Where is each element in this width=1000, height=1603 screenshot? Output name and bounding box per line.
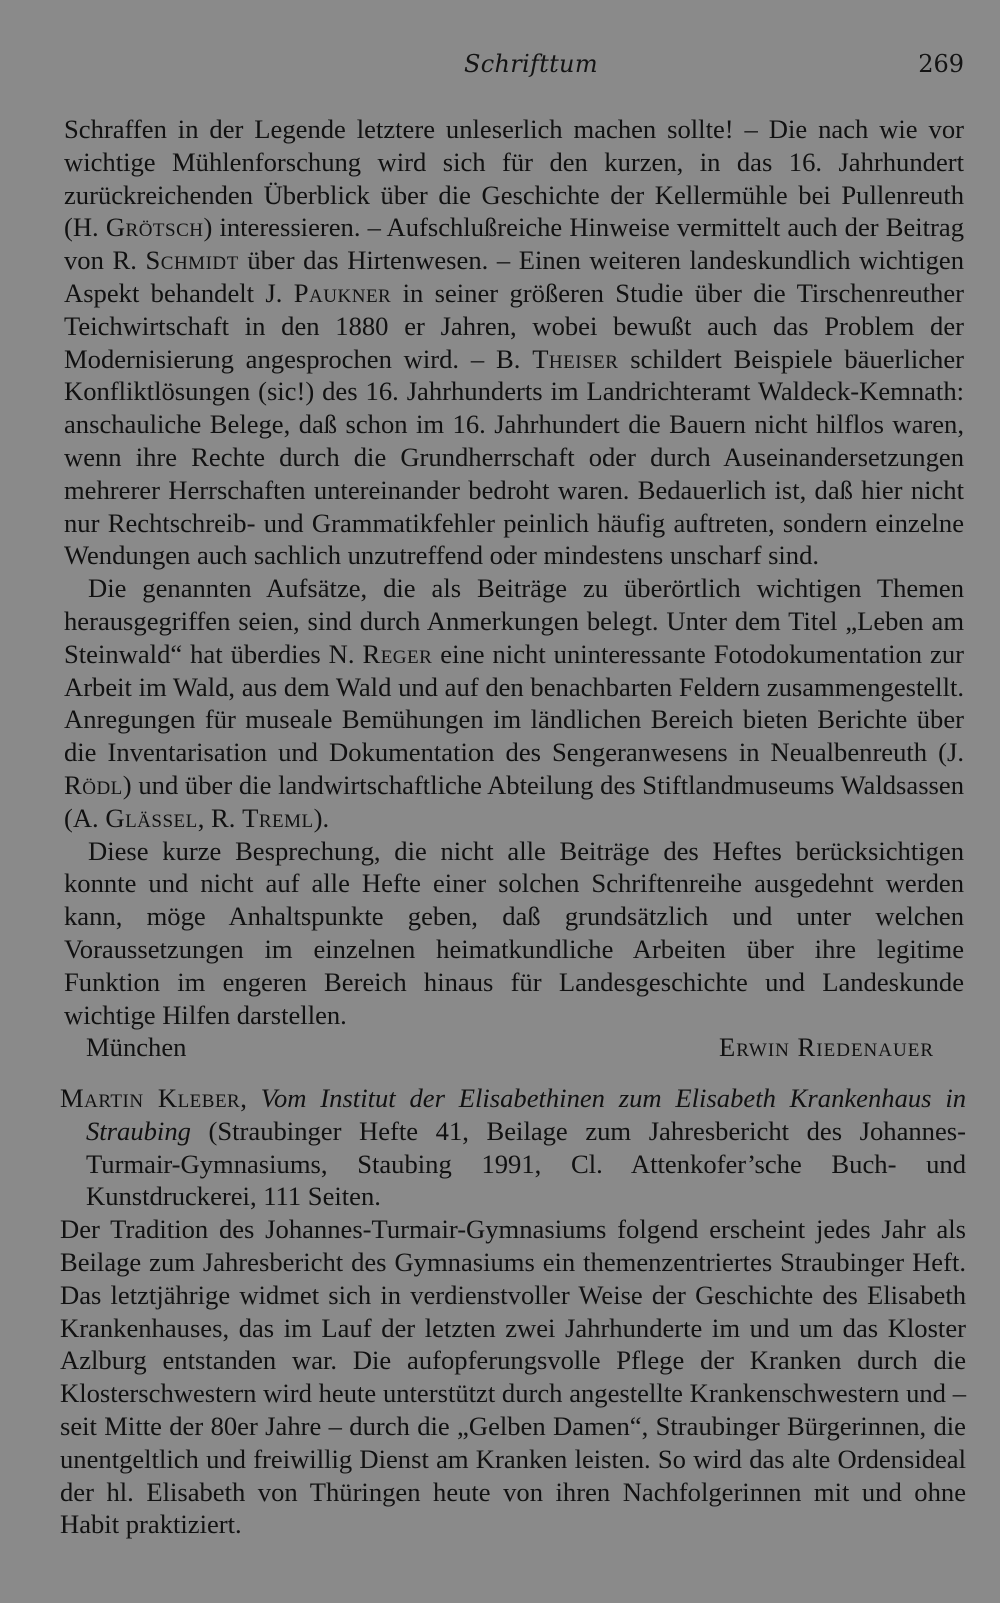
review1-paragraph-3: Diese kurze Besprechung, die nicht alle Beiträge des Heftes berücksichtigen konnte und nicht auf alle Hefte einer solchen Schriftenreihe ausgedehnt werden kann, möge Anhaltspunkte geben, daß grundsätzlich und unter welchen Voraussetzungen im einzelnen heimatkundliche Arbeiten über ihre legitime Funktion im engeren Bereich hinaus für Landesgeschichte und Landeskunde wichtige Hilfen darstellen. <box>64 835 964 1030</box>
author-name-roedl: Rödl <box>64 769 123 800</box>
text-run: ) und über die landwirtschaftliche Abteilung des Stiftlandmuseums Waldsassen (A. <box>64 769 964 833</box>
running-title: Schrifttum <box>464 50 598 78</box>
bibliographic-citation <box>60 1082 966 1213</box>
signature-line <box>64 1031 964 1064</box>
text-run: Schraffen in der Legende letztere unleserlich machen sollte! – Die nach wie vor wichtige Mühlenforschung wird sich für den kurzen, in das 16. Jahrhundert zurückreichenden Überblick über die Geschichte der Kellermühle bei Pullenreuth (H. <box>64 114 964 243</box>
review-entry <box>60 1082 966 1541</box>
author-name-reger: Reger <box>362 638 433 669</box>
page-number: 269 <box>918 50 964 78</box>
review1-paragraph-1 <box>64 113 964 572</box>
text-run: , <box>240 1083 261 1113</box>
review1-paragraph-2 <box>64 572 964 834</box>
review-continuation <box>64 113 964 1064</box>
reviewed-title: Vom Institut der Elisabethinen zum Elisabeth Krankenhaus in Straubing <box>86 1083 967 1146</box>
text-run: ) interessieren. – Aufschlußreiche Hinweise vermittelt auch der Beitrag von R. <box>64 212 964 276</box>
author-name-paukner: Paukner <box>293 277 392 308</box>
text-run: schildert Beispiele bäuerlicher Konfliktlösungen (sic!) des 16. Jahrhunderts im Landrichteramt Waldeck-Kemnath: anschauliche Belege, daß schon im 16. Jahrhundert die Bauern nicht hilflos waren, wenn ihre Rechte durch die Grundherrschaft oder durch Auseinandersetzungen mehrerer Herrschaften untereinander bedroht waren. Bedauerlich ist, daß hier nicht nur Rechtschreib- und Grammatikfehler peinlich häufig auftreten, sondern einzelne Wendungen auch sachlich unzutreffend oder mindestens unscharf sind. <box>64 343 964 571</box>
signature-author: Erwin Riedenauer <box>719 1032 934 1063</box>
review2-body: Der Tradition des Johannes-Turmair-Gymnasiums folgend erscheint jedes Jahr als Beilage zum Jahresbericht des Gymnasiums ein themenzentriertes Straubinger Heft. Das letztjährige widmet sich in verdienstvoller Weise der Geschichte des Elisabeth Krankenhauses, das im Lauf der letzten zwei Jahrhunderte im und um das Kloster Azlburg entstanden war. Die aufopferungsvolle Pflege der Kranken durch die Klosterschwestern wird heute unterstützt durch angestellte Krankenschwestern und – seit Mitte der 80er Jahre – durch die „Gelben Damen“, Straubinger Bürgerinnen, die unentgeltlich und freiwillig Dienst am Kranken leisten. So wird das alte Ordensideal der hl. Elisabeth von Thüringen heute von ihren Nachfolgerinnen mit und ohne Habit praktiziert. <box>60 1214 966 1540</box>
author-name-groetsch: Grötsch <box>105 212 204 243</box>
publication-details: (Straubinger Hefte 41, Beilage zum Jahresbericht des Johannes-Turmair-Gymnasiums, Staubing 1991, Cl. Attenkofer’sche Buch- und Kunstdruckerei, 111 Seiten. <box>86 1115 966 1212</box>
author-name-glaessel: Glässel <box>105 802 198 833</box>
text-run: eine nicht uninteressante Fotodokumentation zur Arbeit im Wald, aus dem Wald und auf den benachbarten Feldern zusammengestellt. Anregungen für museale Bemühungen im ländlichen Bereich bieten Berichte über die Inventarisation und Dokumentation des Sengeranwesens in Neualbenreuth (J. <box>64 638 964 768</box>
text-run: Die genannten Aufsätze, die als Beiträge zu überörtlich wichtigen Themen herausgegriffen seien, sind durch Anmerkungen belegt. Unter dem Titel „Leben am Steinwald“ hat überdies N. <box>64 573 964 669</box>
text-run: ). <box>313 802 330 833</box>
text-run: in seiner größeren Studie über die Tirschenreuther Teichwirtschaft in den 1880 er Jahren, wobei bewußt auch das Problem der Modernisierung angesprochen wird. – B. <box>64 277 964 374</box>
reviewed-author: Martin Kleber <box>60 1083 241 1113</box>
text-run: , R. <box>197 802 243 833</box>
signature-place: München <box>86 1032 187 1063</box>
author-name-treml: Treml <box>242 802 314 833</box>
author-name-theiser: Theiser <box>532 343 619 374</box>
running-head <box>0 50 1000 82</box>
text-run: über das Hirtenwesen. – Einen weiteren landeskundlich wichtigen Aspekt behandelt J. <box>64 245 965 308</box>
author-name-schmidt: Schmidt <box>145 245 239 276</box>
